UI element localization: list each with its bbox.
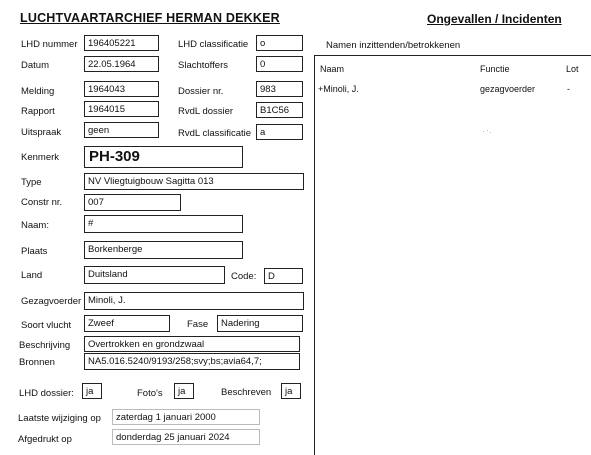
afgedrukt-field: donderdag 25 januari 2024 (112, 429, 260, 445)
naam-field[interactable]: # (84, 215, 243, 233)
col-header-functie: Functie (480, 64, 510, 74)
uitspraak-label: Uitspraak (21, 127, 62, 138)
kenmerk-field[interactable]: PH-309 (84, 146, 243, 168)
fotos-label: Foto's (137, 388, 163, 399)
melding-field[interactable]: 1964043 (84, 81, 159, 97)
constr-nr-label: Constr nr. (21, 197, 63, 208)
code-label: Code: (231, 271, 257, 282)
fotos-field[interactable]: ja (174, 383, 194, 399)
dossier-nr-field[interactable]: 983 (256, 81, 303, 97)
col-header-lot: Lot (566, 64, 579, 74)
occupants-panel (314, 55, 591, 455)
beschrijving-field[interactable]: Overtrokken en grondzwaal (84, 336, 300, 352)
row-functie: gezagvoerder (480, 84, 536, 94)
bronnen-label: Bronnen (19, 357, 55, 368)
type-label: Type (21, 177, 42, 188)
lhd-classificatie-field[interactable]: o (256, 35, 303, 51)
row-lot: - (567, 84, 570, 94)
lhd-classificatie-label: LHD classificatie (178, 39, 249, 50)
beschrijving-label: Beschrijving (19, 340, 71, 351)
fase-field[interactable]: Nadering (217, 315, 303, 332)
laatste-wijziging-field: zaterdag 1 januari 2000 (112, 409, 260, 425)
datum-label: Datum (21, 60, 49, 71)
gezagvoerder-label: Gezagvoerder (21, 296, 82, 307)
occupants-title: Namen inzittenden/betrokkenen (326, 40, 461, 51)
land-label: Land (21, 270, 43, 281)
archive-title: LUCHTVAARTARCHIEF HERMAN DEKKER (20, 11, 280, 25)
constr-nr-field[interactable]: 007 (84, 194, 181, 211)
col-header-naam: Naam (320, 64, 345, 74)
beschreven-field[interactable]: ja (281, 383, 301, 399)
dossier-nr-label: Dossier nr. (178, 86, 224, 97)
slachtoffers-label: Slachtoffers (178, 60, 228, 71)
plaats-label: Plaats (21, 246, 48, 257)
lhd-dossier-field[interactable]: ja (82, 383, 102, 399)
rvdl-classificatie-field[interactable]: a (256, 124, 303, 140)
datum-field[interactable]: 22.05.1964 (84, 56, 159, 72)
land-field[interactable]: Duitsland (84, 266, 225, 284)
lhd-nummer-label: LHD nummer (21, 39, 78, 50)
code-field[interactable]: D (264, 268, 303, 284)
soort-vlucht-label: Soort vlucht (21, 320, 72, 331)
scan-speck (487, 130, 488, 131)
slachtoffers-field[interactable]: 0 (256, 56, 303, 72)
kenmerk-label: Kenmerk (21, 152, 60, 163)
uitspraak-field[interactable]: geen (84, 122, 159, 138)
rvdl-dossier-label: RvdL dossier (178, 106, 234, 117)
laatste-wijziging-label: Laatste wijziging op (18, 413, 101, 424)
rapport-field[interactable]: 1964015 (84, 101, 159, 117)
plaats-field[interactable]: Borkenberge (84, 241, 243, 259)
melding-label: Melding (21, 86, 55, 97)
naam-label: Naam: (21, 220, 49, 231)
section-title: Ongevallen / Incidenten (427, 12, 562, 26)
beschreven-label: Beschreven (221, 387, 272, 398)
row-naam: +Minoli, J. (318, 84, 359, 94)
rapport-label: Rapport (21, 106, 55, 117)
lhd-nummer-field[interactable]: 196405221 (84, 35, 159, 51)
lhd-dossier-label: LHD dossier: (19, 388, 74, 399)
table-row[interactable] (315, 84, 591, 98)
fase-label: Fase (187, 319, 209, 330)
soort-vlucht-field[interactable]: Zweef (84, 315, 170, 332)
scan-speck (490, 132, 491, 133)
afgedrukt-label: Afgedrukt op (18, 434, 72, 445)
bronnen-field[interactable]: NA5.016.5240/9193/258;svy;bs;avia64,7; (84, 353, 300, 370)
scan-speck (483, 131, 484, 132)
type-field[interactable]: NV Vliegtuigbouw Sagitta 013 (84, 173, 304, 190)
rvdl-dossier-field[interactable]: B1C56 (256, 102, 303, 118)
rvdl-classificatie-label: RvdL classificatie (178, 128, 252, 139)
gezagvoerder-field[interactable]: Minoli, J. (84, 292, 304, 310)
